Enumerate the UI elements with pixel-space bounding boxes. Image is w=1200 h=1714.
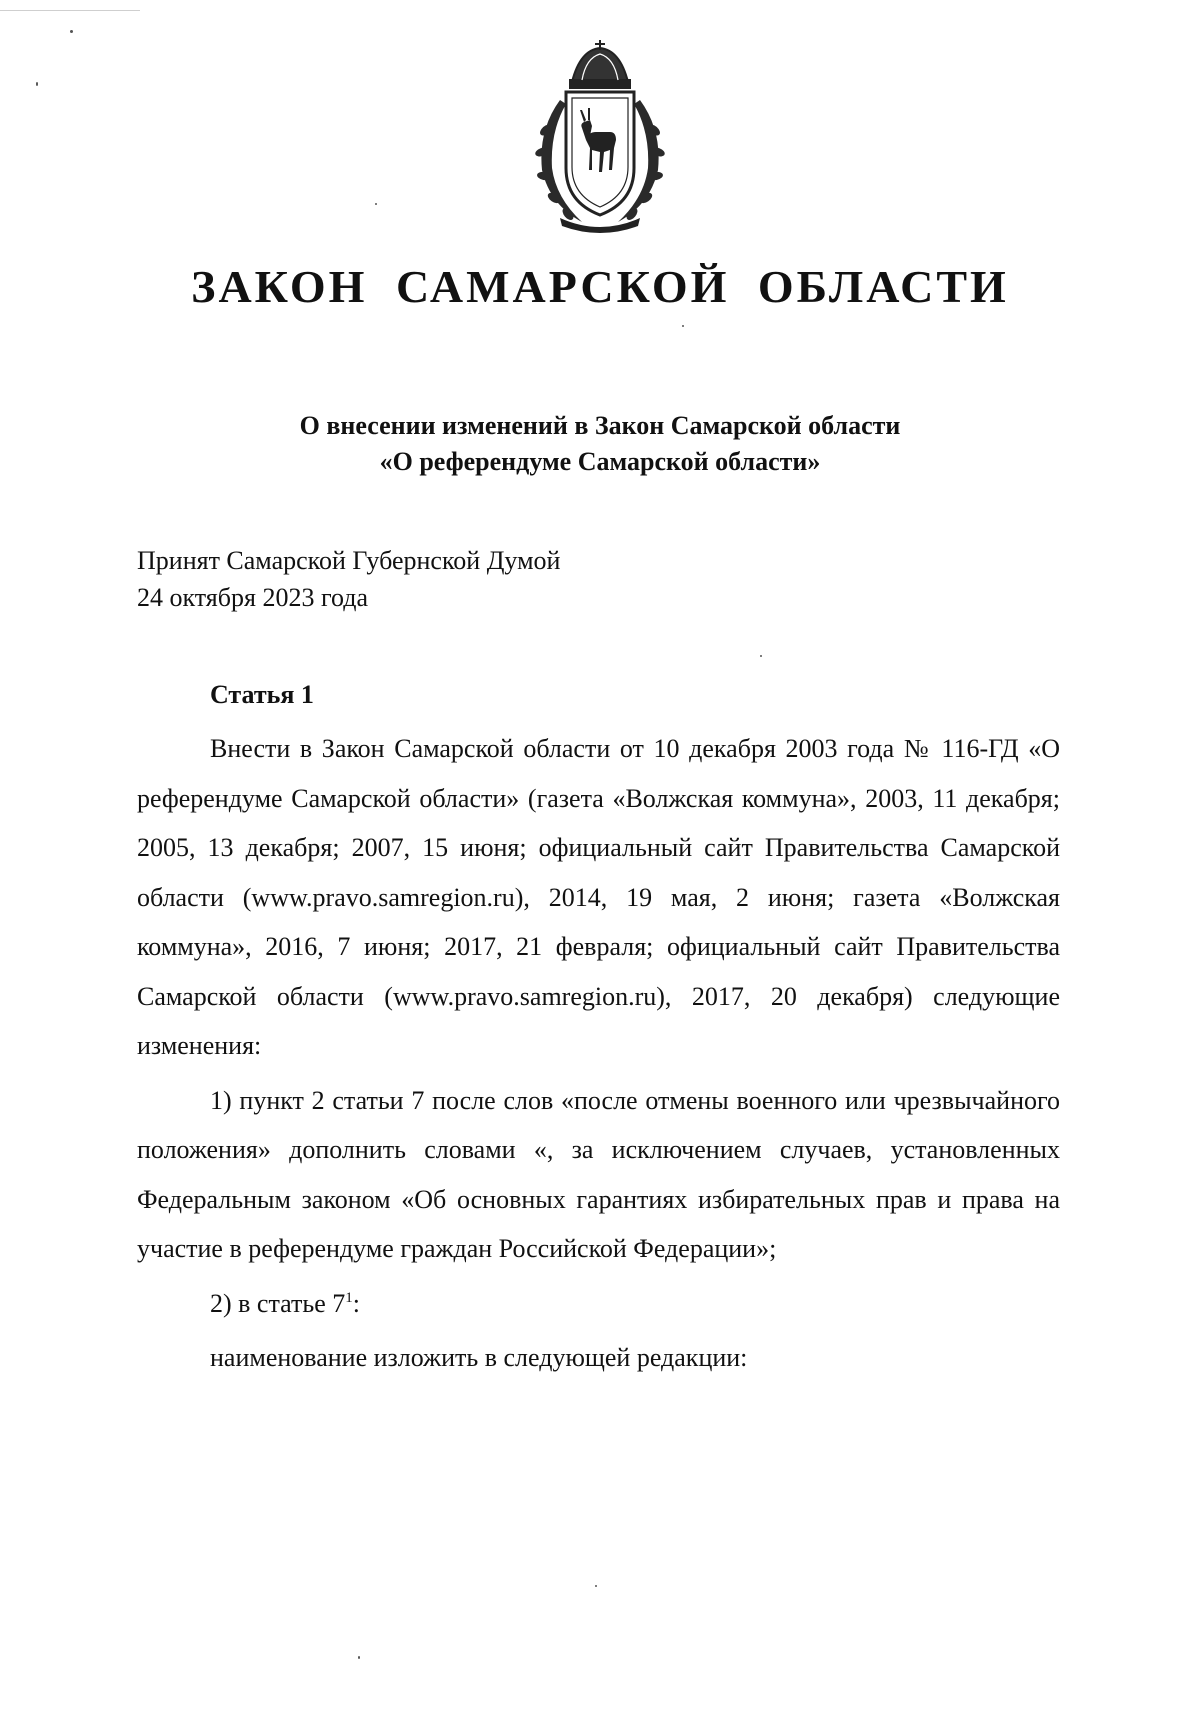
scan-edge-line	[0, 10, 140, 11]
scan-speck	[595, 1585, 597, 1587]
adopted-by: Принят Самарской Губернской Думой	[137, 546, 561, 575]
scan-speck	[36, 82, 38, 86]
adoption-date: 24 октября 2023 года	[137, 583, 368, 612]
scan-speck	[70, 30, 73, 33]
law-subject	[0, 408, 1200, 480]
article-heading: Статья 1	[210, 680, 314, 709]
article-body	[137, 724, 1060, 1383]
item-2-suffix: :	[352, 1288, 361, 1318]
adoption-info	[137, 542, 560, 616]
law-title: ЗАКОН САМАРСКОЙ ОБЛАСТИ	[191, 261, 1009, 312]
amendment-item-2	[137, 1279, 1060, 1329]
amendment-item-1: 1) пункт 2 статьи 7 после слов «после отмены военного или чрезвычайного положения» дополнить словами «, за исключением случаев, установленных Федеральным законом «Об основных гарантиях избирательных прав и права на участие в референдуме граждан Российской Федерации»;	[137, 1085, 1060, 1263]
scan-speck	[682, 325, 684, 327]
paragraph-amendments-intro: Внести в Закон Самарской области от 10 декабря 2003 года № 116-ГД «О референдуме Самарской области» (газета «Волжская коммуна», 2003, 11 декабря; 2005, 13 декабря; 2007, 15 июня; официальный сайт Правительства Самарской области (www.pravo.samregion.ru), 2014, 19 мая, 2 июня; газета «Волжская коммуна», 2016, 7 июня; 2017, 21 февраля; официальный сайт Правительства Самарской области (www.pravo.samregion.ru), 2017, 20 декабря) следующие изменения:	[137, 734, 1060, 1060]
item-2-superscript: 1	[345, 1289, 353, 1306]
item-2-prefix: 2) в статье 7	[210, 1288, 346, 1318]
amendment-item-2-text: наименование изложить в следующей редакции:	[210, 1343, 748, 1372]
samara-coat-of-arms-icon	[520, 40, 680, 235]
subject-line-1: О внесении изменений в Закон Самарской области	[299, 411, 901, 440]
scan-speck	[358, 1656, 360, 1659]
subject-line-2: «О референдуме Самарской области»	[379, 447, 821, 476]
scan-speck	[375, 203, 377, 205]
scan-speck	[760, 655, 762, 657]
